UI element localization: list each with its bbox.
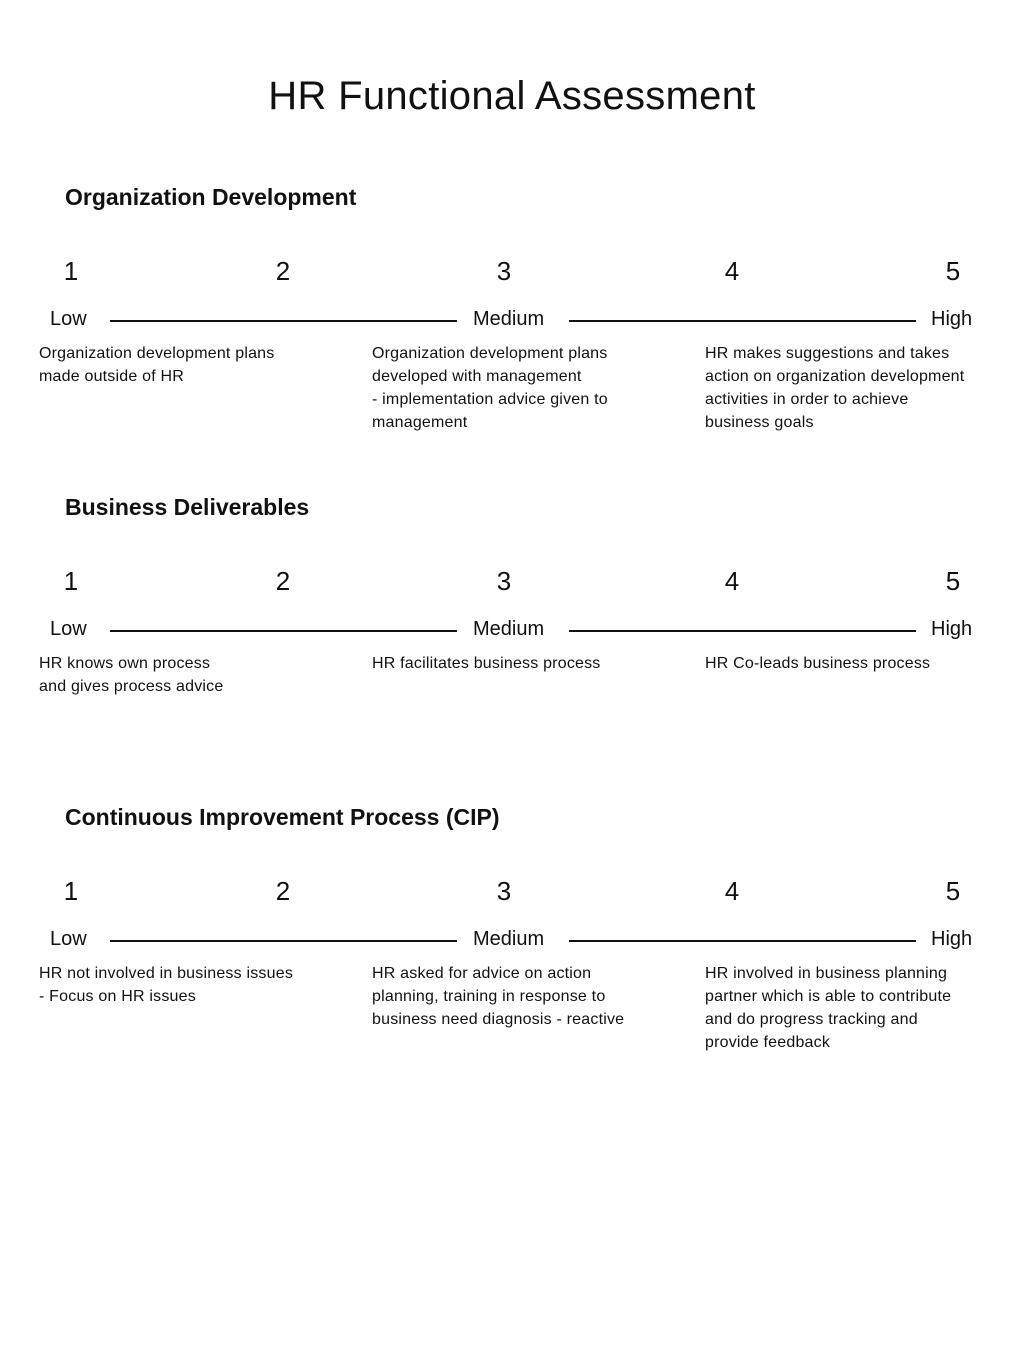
scale-number-5: 5 [945,876,961,906]
scale-line-left [110,320,457,322]
section-continuous-improvement-process [0,804,1024,1084]
scale-label-medium: Medium [473,618,545,640]
level-description-high: HR Co-leads business process [705,655,931,672]
scale-label-high: High [931,308,973,330]
scale-number-2: 2 [275,566,291,596]
scale-number-3: 3 [496,876,512,906]
scale-line-right [569,940,916,942]
scale-number-4: 4 [724,566,740,596]
level-description-medium: HR facilitates business process [372,655,601,672]
scale-number-2: 2 [275,256,291,286]
scale-number-3: 3 [496,566,512,596]
scale-line-right [569,320,916,322]
scale-number-2: 2 [275,876,291,906]
section-title: Business Deliverables [65,494,310,520]
level-description-low: HR not involved in business issues - Focus on HR issues [39,965,294,1005]
level-description-medium: Organization development plans developed with management - implementation advice given to management [372,345,608,431]
section-title: Organization Development [65,184,357,210]
level-description-high: HR makes suggestions and takes action on organization development activities in order to achieve business goals [705,345,965,431]
section-title: Continuous Improvement Process (CIP) [65,804,500,830]
scale-number-1: 1 [63,566,79,596]
section-organization-development [0,184,1024,464]
scale-label-medium: Medium [473,928,545,950]
scale-line-left [110,630,457,632]
scale-number-5: 5 [945,256,961,286]
scale-number-3: 3 [496,256,512,286]
scale-label-low: Low [50,618,87,640]
page-title: HR Functional Assessment [268,74,756,118]
scale-label-low: Low [50,308,87,330]
scale-label-high: High [931,928,973,950]
scale-label-medium: Medium [473,308,545,330]
scale-number-1: 1 [63,876,79,906]
section-business-deliverables [0,494,1024,774]
scale-line-right [569,630,916,632]
scale-label-high: High [931,618,973,640]
scale-number-5: 5 [945,566,961,596]
level-description-low: HR knows own process and gives process advice [39,655,224,695]
level-description-medium: HR asked for advice on action planning, training in response to business need diagnosis - reactive [372,965,625,1028]
level-description-high: HR involved in business planning partner which is able to contribute and do progress tracking and provide feedback [705,965,952,1051]
level-description-low: Organization development plans made outside of HR [39,345,275,385]
scale-number-4: 4 [724,256,740,286]
scale-number-1: 1 [63,256,79,286]
scale-number-4: 4 [724,876,740,906]
scale-line-left [110,940,457,942]
scale-label-low: Low [50,928,87,950]
